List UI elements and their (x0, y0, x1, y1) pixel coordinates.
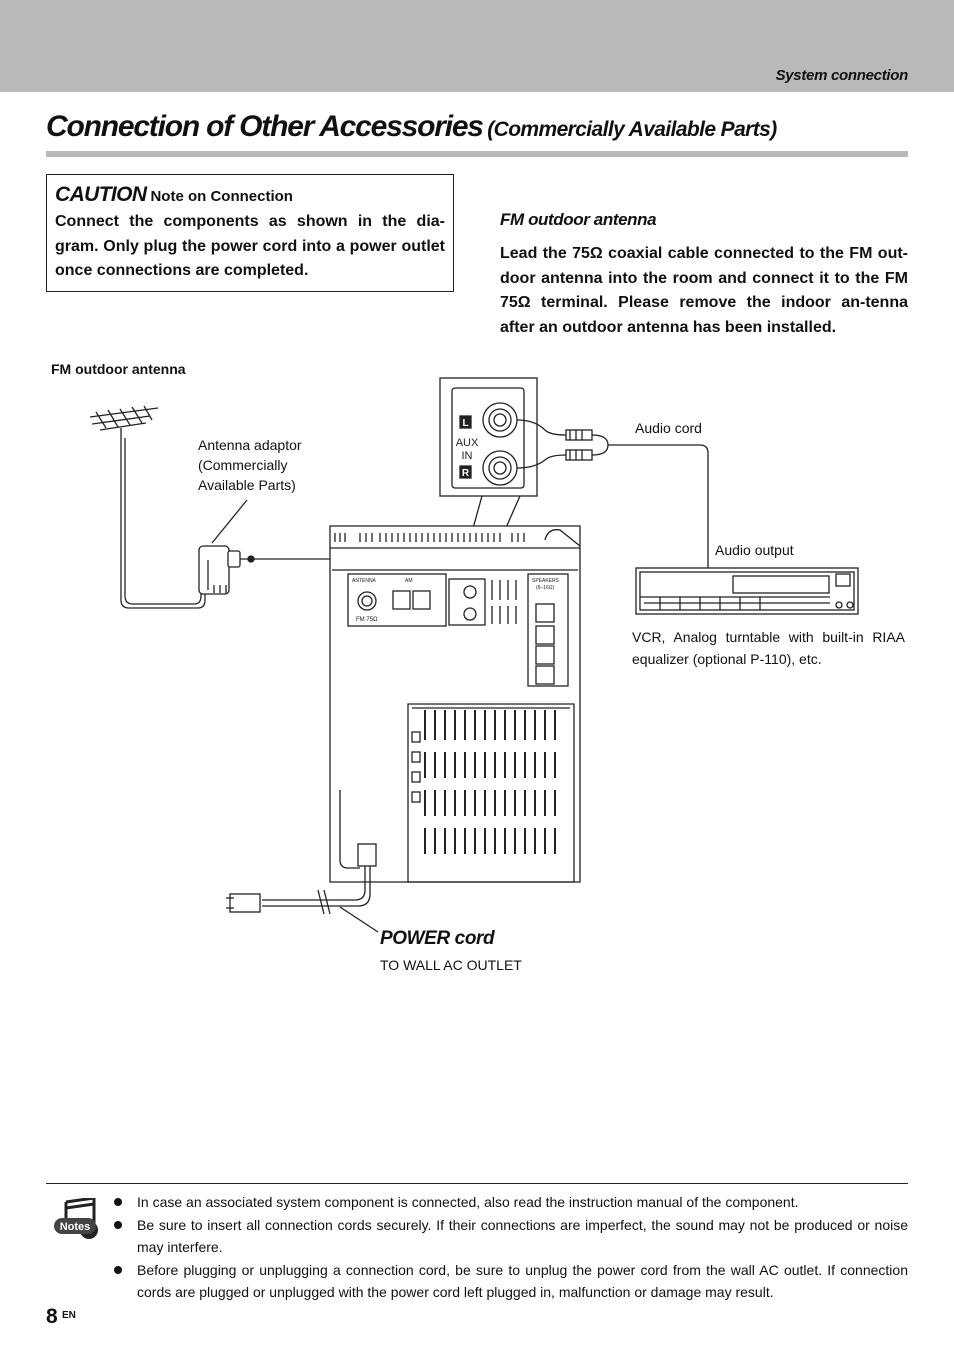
note-item: Before plugging or unplugging a connection cord, be sure to unplug the power cord from the wall AC outlet. If connection cords are plugged or unplugged with the power cord left plugged in, malfunction or damage may result. (112, 1259, 908, 1304)
panel-speakers-label: SPEAKERS (532, 578, 559, 584)
panel-am-label: AM (405, 578, 413, 584)
caution-word: CAUTION (55, 183, 147, 206)
audio-output-label: Audio output (715, 542, 794, 558)
notes-icon (54, 1198, 98, 1242)
fm-section-heading: FM outdoor antenna (500, 210, 657, 229)
page-number: 8 (46, 1305, 58, 1328)
note-item: Be sure to insert all connection cords securely. If their connections are imperfect, the sound may not be produced or noise may interfere. (112, 1214, 908, 1259)
aux-label-2: IN (461, 450, 473, 462)
note-item: In case an associated system component is connected, also read the instruction manual of the component. (112, 1191, 908, 1214)
aux-l-badge: L (462, 418, 469, 429)
aux-r-badge: R (461, 468, 470, 479)
wall-outlet-label: TO WALL AC OUTLET (380, 957, 522, 973)
page-title-sub: (Commercially Available Parts) (487, 118, 777, 141)
notes-icon-label: Notes (59, 1221, 91, 1233)
page-language: EN (62, 1310, 76, 1321)
fm-section-text: Lead the 75Ω coaxial cable connected to the FM out-door antenna into the room and connect it to the FM 75Ω terminal. Please remove the indoor an-tenna after an outdoor antenna has been installed. (500, 245, 908, 336)
panel-fm-label: FM 75Ω (356, 617, 378, 623)
aux-label-1: AUX (455, 437, 479, 449)
panel-impedance-label: (6–16Ω) (536, 585, 555, 591)
fm-antenna-label: FM outdoor antenna (51, 361, 186, 377)
vcr-label: VCR, Analog turntable with built-in RIAA equalizer (optional P-110), etc. (632, 629, 905, 667)
caution-body: Connect the components as shown in the dia-gram. Only plug the power cord into a power outlet once connections are completed. (55, 213, 445, 279)
section-label: System connection (775, 67, 908, 84)
notes-list (112, 1191, 908, 1304)
caution-note-title: Note on Connection (150, 188, 293, 205)
audio-cord-label: Audio cord (635, 420, 702, 436)
notes-divider (46, 1183, 908, 1184)
page-title-main: Connection of Other Accessories (46, 110, 483, 143)
panel-antenna-label: ANTENNA (352, 578, 376, 584)
fm-antenna-illustration (90, 406, 205, 608)
vcr-illustration (636, 568, 858, 614)
antenna-adaptor-label: Antenna adaptor (Commercially Available Parts) (198, 437, 302, 493)
power-cord-label: POWER cord (380, 928, 495, 949)
